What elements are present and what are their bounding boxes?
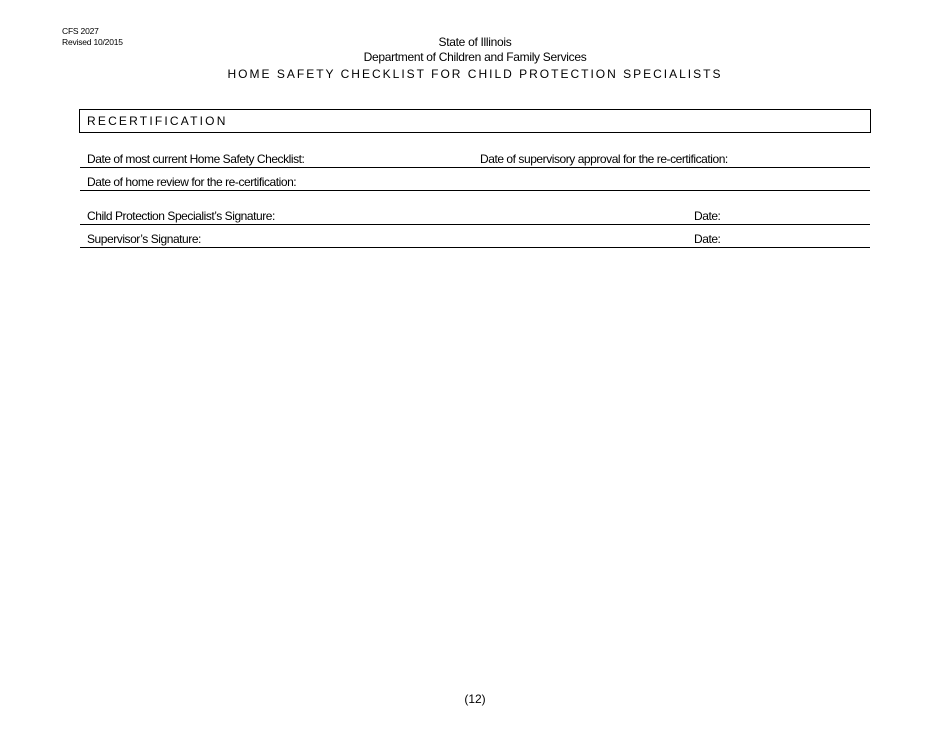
section-title: RECERTIFICATION: [87, 114, 228, 128]
specialist-signature-field[interactable]: Child Protection Specialist’s Signature:: [87, 209, 275, 223]
agency-name: State of Illinois: [438, 35, 512, 49]
recent-checklist-date-field[interactable]: Date of most current Home Safety Checklist:: [87, 152, 305, 166]
home-review-date-field[interactable]: Date of home review for the re-certification:: [87, 175, 297, 189]
supervisory-approval-date-field[interactable]: Date of supervisory approval for the re-certification:: [480, 152, 728, 166]
specialist-date-field[interactable]: Date:: [694, 209, 721, 223]
supervisor-signature-field[interactable]: Supervisor’s Signature:: [87, 232, 201, 246]
recertification-section-header: [79, 109, 871, 133]
supervisor-signature-row: [80, 227, 870, 248]
page-number: (12): [464, 692, 486, 706]
home-review-row: [80, 170, 870, 191]
form-number: CFS 2027: [62, 26, 99, 36]
department-name: Department of Children and Family Services: [363, 50, 587, 64]
form-title: HOME SAFETY CHECKLIST FOR CHILD PROTECTION SPECIALISTS: [227, 67, 723, 81]
revision-date: Revised 10/2015: [62, 37, 123, 47]
supervisor-date-field[interactable]: Date:: [694, 232, 721, 246]
specialist-signature-row: [80, 204, 870, 225]
checklist-approval-row: [80, 147, 870, 168]
